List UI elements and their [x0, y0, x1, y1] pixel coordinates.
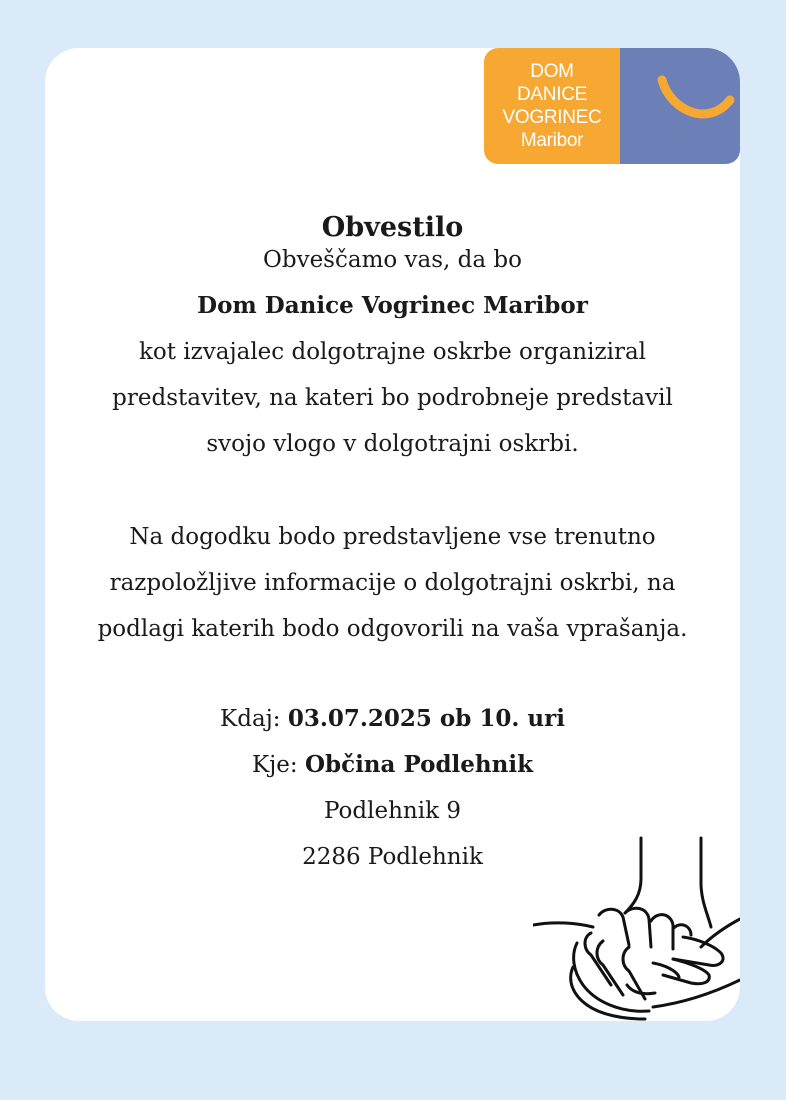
notice-title: Obvestilo — [321, 212, 464, 243]
where-value: Občina Podlehnik — [304, 751, 534, 778]
logo-text-panel — [484, 48, 620, 164]
when-value: 03.07.2025 ob 10. uri — [287, 705, 565, 732]
dom-danice-vogrinec-logo — [484, 48, 740, 164]
details-paragraph — [65, 514, 720, 652]
organization-name: Dom Danice Vogrinec Maribor — [197, 292, 588, 319]
address-line-1: Podlehnik 9 — [324, 798, 461, 824]
logo-line-3: VOGRINEC — [502, 107, 602, 128]
details-line-1: Na dogodku bodo predstavljene vse trenutno — [129, 524, 656, 550]
when-label: Kdaj: — [220, 706, 288, 732]
hands-icon — [533, 835, 740, 1021]
intro-paragraph — [65, 237, 720, 467]
event-where — [65, 742, 720, 788]
where-label: Kje: — [251, 752, 305, 778]
notice-card — [45, 48, 740, 1021]
intro-line-1: Obveščamo vas, da bo — [263, 247, 522, 273]
address-line-2: 2286 Podlehnik — [302, 844, 483, 870]
details-line-2: razpoložljive informacije o dolgotrajni oskrbi, na — [109, 570, 676, 596]
logo-line-1: DOM — [530, 61, 574, 82]
details-line-3: podlagi katerih bodo odgovorili na vaša vprašanja. — [97, 616, 688, 642]
intro-line-3: kot izvajalec dolgotrajne oskrbe organiziral — [138, 339, 647, 365]
smile-icon — [620, 48, 740, 164]
logo-line-2: DANICE — [517, 84, 587, 105]
logo-smile-panel — [620, 48, 740, 164]
intro-line-5: svojo vlogo v dolgotrajni oskrbi. — [206, 431, 579, 457]
event-when — [65, 696, 720, 742]
logo-line-4: Maribor — [520, 130, 584, 151]
intro-line-4: predstavitev, na kateri bo podrobneje predstavil — [112, 385, 673, 411]
